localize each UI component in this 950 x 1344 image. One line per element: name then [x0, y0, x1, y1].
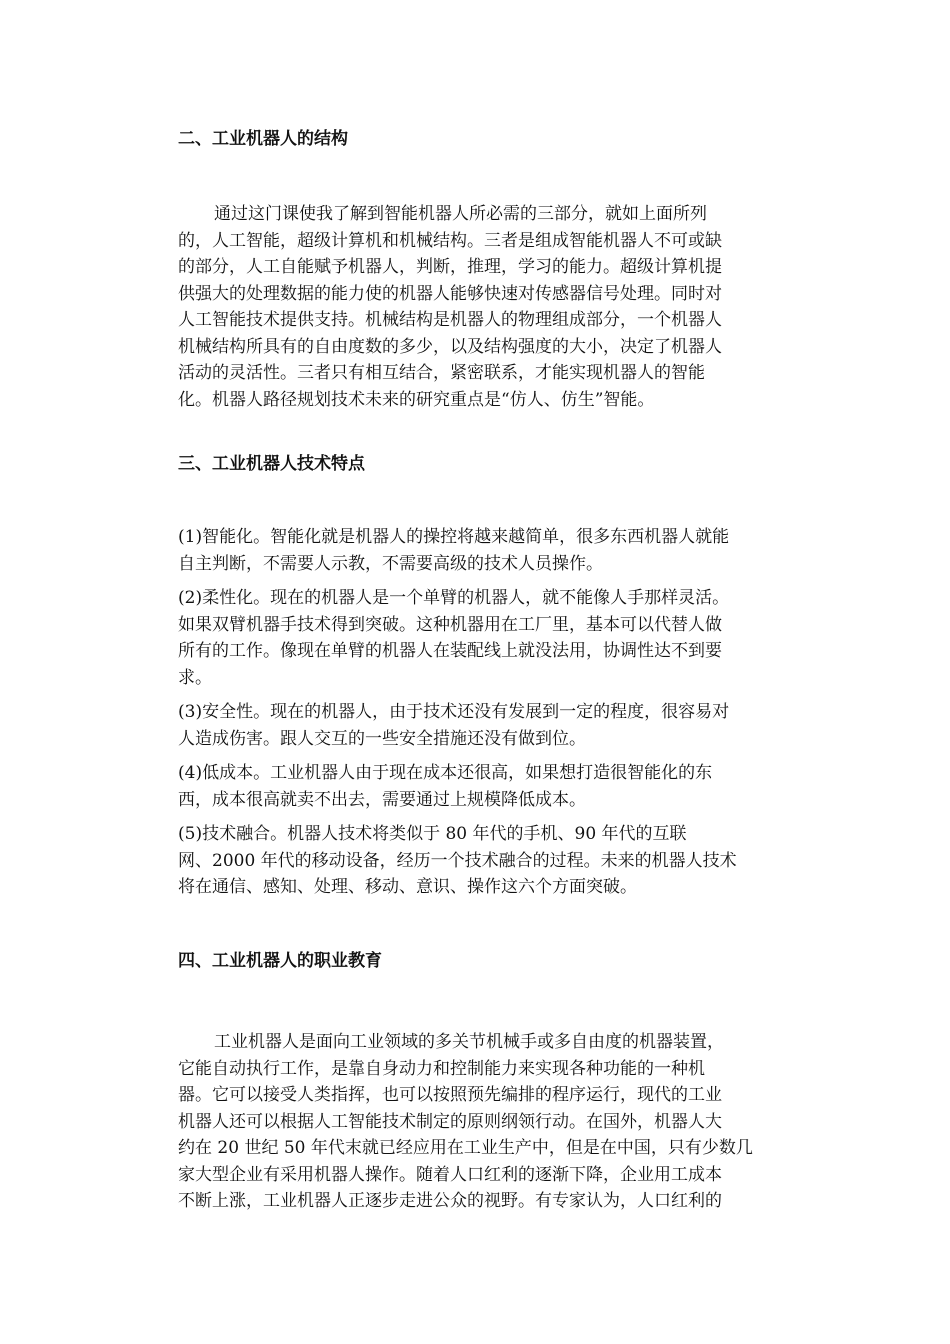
text-line: 通过这门课使我了解到智能机器人所必需的三部分，就如上面所列: [214, 204, 707, 224]
paragraph-feature-intelligent: [178, 524, 818, 577]
text-line: 供强大的处理数据的能力使的机器人能够快速对传感器信号处理。同时对: [178, 283, 722, 304]
text-line: (1)智能化。智能化就是机器人的操控将越来越简单，很多东西机器人就能: [178, 527, 730, 547]
text-line: 工业机器人是面向工业领域的多关节机械手或多自由度的机器装置，: [214, 1032, 724, 1052]
text-line: 的部分，人工自能赋予机器人，判断，推理，学习的能力。超级计算机提: [178, 257, 722, 277]
text-line: 西，成本很高就卖不出去，需要通过上规模降低成本。: [178, 789, 586, 810]
text-line: 机器人还可以根据人工智能技术制定的原则纲领行动。在国外，机器人大: [178, 1111, 722, 1132]
text-line: 活动的灵活性。三者只有相互结合，紧密联系，才能实现机器人的智能: [178, 363, 705, 383]
section-heading-education: 四、工业机器人的职业教育: [178, 951, 382, 971]
text-line: 约在 20 世纪 50 年代末就已经应用在工业生产中，但是在中国，只有少数几: [178, 1138, 753, 1158]
paragraph-education: [178, 1029, 818, 1215]
paragraph-feature-flexible: [178, 585, 818, 691]
text-line: (4)低成本。工业机器人由于现在成本还很高，如果想打造很智能化的东: [178, 763, 713, 783]
paragraph-feature-fusion: [178, 821, 818, 901]
paragraph-feature-low-cost: [178, 760, 818, 813]
text-line: 如果双臂机器手技术得到突破。这种机器用在工厂里，基本可以代替人做: [178, 614, 722, 635]
text-line: (3)安全性。现在的机器人，由于技术还没有发展到一定的程度，很容易对: [178, 702, 730, 722]
text-line: 家大型企业有采用机器人操作。随着人口红利的逐渐下降，企业用工成本: [178, 1164, 722, 1185]
text-line: 不断上涨，工业机器人正逐步走进公众的视野。有专家认为，人口红利的: [178, 1191, 722, 1211]
paragraph-feature-safety: [178, 699, 818, 752]
text-line: 所有的工作。像现在单臂的机器人在装配线上就没法用，协调性达不到要: [178, 641, 722, 661]
text-line: 人造成伤害。跟人交互的一些安全措施还没有做到位。: [178, 728, 586, 749]
text-line: 器。它可以接受人类指挥，也可以按照预先编排的程序运行，现代的工业: [178, 1085, 722, 1105]
text-line: 求。: [178, 667, 212, 688]
text-line: 化。机器人路径规划技术未来的研究重点是“仿人、仿生”智能。: [178, 389, 655, 410]
section-heading-features: 三、工业机器人技术特点: [178, 454, 365, 474]
text-line: 机械结构所具有的自由度数的多少，以及结构强度的大小，决定了机器人: [178, 336, 722, 357]
text-line: 将在通信、感知、处理、移动、意识、操作这六个方面突破。: [178, 877, 637, 897]
text-line: 自主判断，不需要人示教，不需要高级的技术人员操作。: [178, 553, 603, 574]
section-heading-structure: 二、工业机器人的结构: [178, 129, 348, 149]
paragraph-structure: [178, 201, 818, 413]
text-line: 网、2000 年代的移动设备，经历一个技术融合的过程。未来的机器人技术: [178, 850, 737, 871]
text-line: 的，人工智能，超级计算机和机械结构。三者是组成智能机器人不可或缺: [178, 230, 722, 251]
text-line: 它能自动执行工作，是靠自身动力和控制能力来实现各种功能的一种机: [178, 1058, 705, 1079]
text-line: (5)技术融合。机器人技术将类似于 80 年代的手机、90 年代的互联: [178, 824, 687, 844]
text-line: (2)柔性化。现在的机器人是一个单臂的机器人，就不能像人手那样灵活。: [178, 588, 730, 608]
text-line: 人工智能技术提供支持。机械结构是机器人的物理组成部分，一个机器人: [178, 310, 722, 330]
